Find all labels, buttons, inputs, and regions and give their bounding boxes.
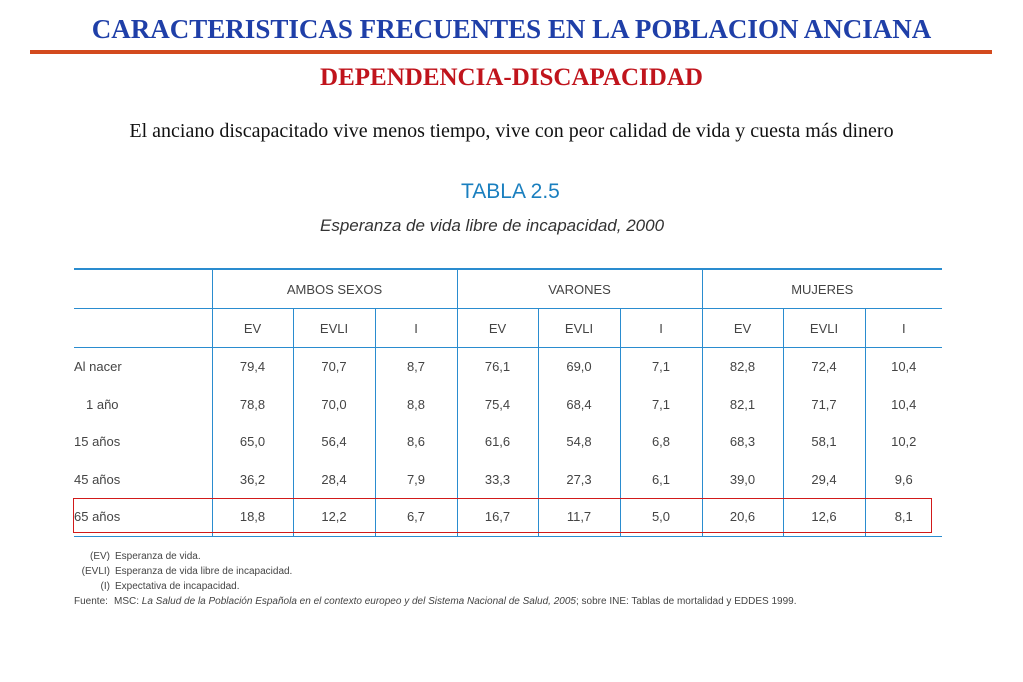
- table-cell: 72,4: [783, 348, 865, 386]
- table-cell: 12,6: [783, 498, 865, 536]
- note-line: [74, 579, 796, 594]
- table-row: [74, 348, 942, 386]
- table-cell: 8,7: [375, 348, 457, 386]
- source-title: La Salud de la Población Española en el contexto europeo y del Sistema Nacional de Salud, 2005: [141, 596, 576, 607]
- group-header: VARONES: [457, 269, 702, 309]
- table-cell: 16,7: [457, 498, 538, 536]
- table-row: [74, 386, 942, 424]
- table-cell: 61,6: [457, 423, 538, 461]
- column-header: EVLI: [538, 309, 620, 348]
- note-abbr: (EV): [90, 551, 110, 562]
- table-row: [74, 461, 942, 499]
- column-header-row: [74, 309, 942, 348]
- note-line: [74, 549, 796, 564]
- table-cell: 68,3: [702, 423, 783, 461]
- table-cell: 70,0: [293, 386, 375, 424]
- column-header: EV: [212, 309, 293, 348]
- table-cell: 58,1: [783, 423, 865, 461]
- table-cell: 79,4: [212, 348, 293, 386]
- group-header: AMBOS SEXOS: [212, 269, 457, 309]
- table-label: TABLA 2.5: [461, 180, 560, 203]
- table-cell: 12,2: [293, 498, 375, 536]
- title-divider: [30, 50, 992, 54]
- slide-subtitle: DEPENDENCIA-DISCAPACIDAD: [320, 64, 703, 91]
- table-cell: 71,7: [783, 386, 865, 424]
- note-text: Expectativa de incapacidad.: [115, 581, 240, 592]
- table-cell: 8,8: [375, 386, 457, 424]
- table-cell: 6,8: [620, 423, 702, 461]
- table-cell: 39,0: [702, 461, 783, 499]
- row-label: 1 año: [86, 396, 119, 412]
- table-cell: 9,6: [865, 461, 942, 499]
- corner-cell: [74, 269, 212, 309]
- column-header: I: [375, 309, 457, 348]
- table-cell: 11,7: [538, 498, 620, 536]
- table-cell: 78,8: [212, 386, 293, 424]
- table-cell: 70,7: [293, 348, 375, 386]
- table-cell: 28,4: [293, 461, 375, 499]
- note-line: [74, 564, 796, 579]
- source-label: Fuente:: [74, 596, 108, 607]
- table-cell: 18,8: [212, 498, 293, 536]
- note-text: Esperanza de vida libre de incapacidad.: [115, 566, 293, 577]
- column-header: EV: [702, 309, 783, 348]
- table-cell: 7,1: [620, 386, 702, 424]
- source-suffix: ; sobre INE: Tablas de mortalidad y EDDES 1999.: [575, 596, 797, 607]
- intro-text: El anciano discapacitado vive menos tiempo, vive con peor calidad de vida y cuesta más dinero: [129, 120, 894, 142]
- source-prefix: MSC:: [114, 596, 142, 607]
- note-text: Esperanza de vida.: [115, 551, 201, 562]
- table-cell: 82,1: [702, 386, 783, 424]
- row-label: 15 años: [74, 434, 121, 450]
- table-cell: 27,3: [538, 461, 620, 499]
- row-label: 65 años: [74, 498, 212, 536]
- table-cell: 33,3: [457, 461, 538, 499]
- column-header: I: [620, 309, 702, 348]
- table-cell: 10,4: [865, 386, 942, 424]
- table-cell: 8,6: [375, 423, 457, 461]
- row-label: Al nacer: [74, 359, 122, 375]
- group-header-row: [74, 269, 942, 309]
- table-cell: 68,4: [538, 386, 620, 424]
- group-header: MUJERES: [702, 269, 942, 309]
- slide-title: CARACTERISTICAS FRECUENTES EN LA POBLACION ANCIANA: [91, 14, 932, 44]
- note-abbr: (EVLI): [81, 566, 110, 577]
- column-header: EVLI: [293, 309, 375, 348]
- table-cell: 76,1: [457, 348, 538, 386]
- table-cell: 6,7: [375, 498, 457, 536]
- table-cell: 6,1: [620, 461, 702, 499]
- table-cell: 82,8: [702, 348, 783, 386]
- row-highlight-box: [73, 498, 932, 533]
- table-cell: 10,4: [865, 348, 942, 386]
- column-header: EVLI: [783, 309, 865, 348]
- table-row: [74, 423, 942, 461]
- table-cell: 75,4: [457, 386, 538, 424]
- source-line: [74, 594, 796, 609]
- table-cell: 10,2: [865, 423, 942, 461]
- table-notes: [74, 549, 796, 609]
- column-header: I: [865, 309, 942, 348]
- table-cell: 36,2: [212, 461, 293, 499]
- table-caption: Esperanza de vida libre de incapacidad, 2000: [320, 216, 665, 235]
- life-expectancy-table: [74, 268, 942, 537]
- note-abbr: (I): [100, 581, 110, 592]
- table-cell: 69,0: [538, 348, 620, 386]
- table-cell: 5,0: [620, 498, 702, 536]
- column-header: EV: [457, 309, 538, 348]
- table-cell: 8,1: [865, 498, 942, 536]
- table-cell: 7,9: [375, 461, 457, 499]
- table-cell: 65,0: [212, 423, 293, 461]
- table-cell: 7,1: [620, 348, 702, 386]
- table-cell: 29,4: [783, 461, 865, 499]
- corner-cell: [74, 309, 212, 348]
- table-cell: 54,8: [538, 423, 620, 461]
- table-cell: 56,4: [293, 423, 375, 461]
- table-cell: 20,6: [702, 498, 783, 536]
- row-label: 45 años: [74, 471, 121, 487]
